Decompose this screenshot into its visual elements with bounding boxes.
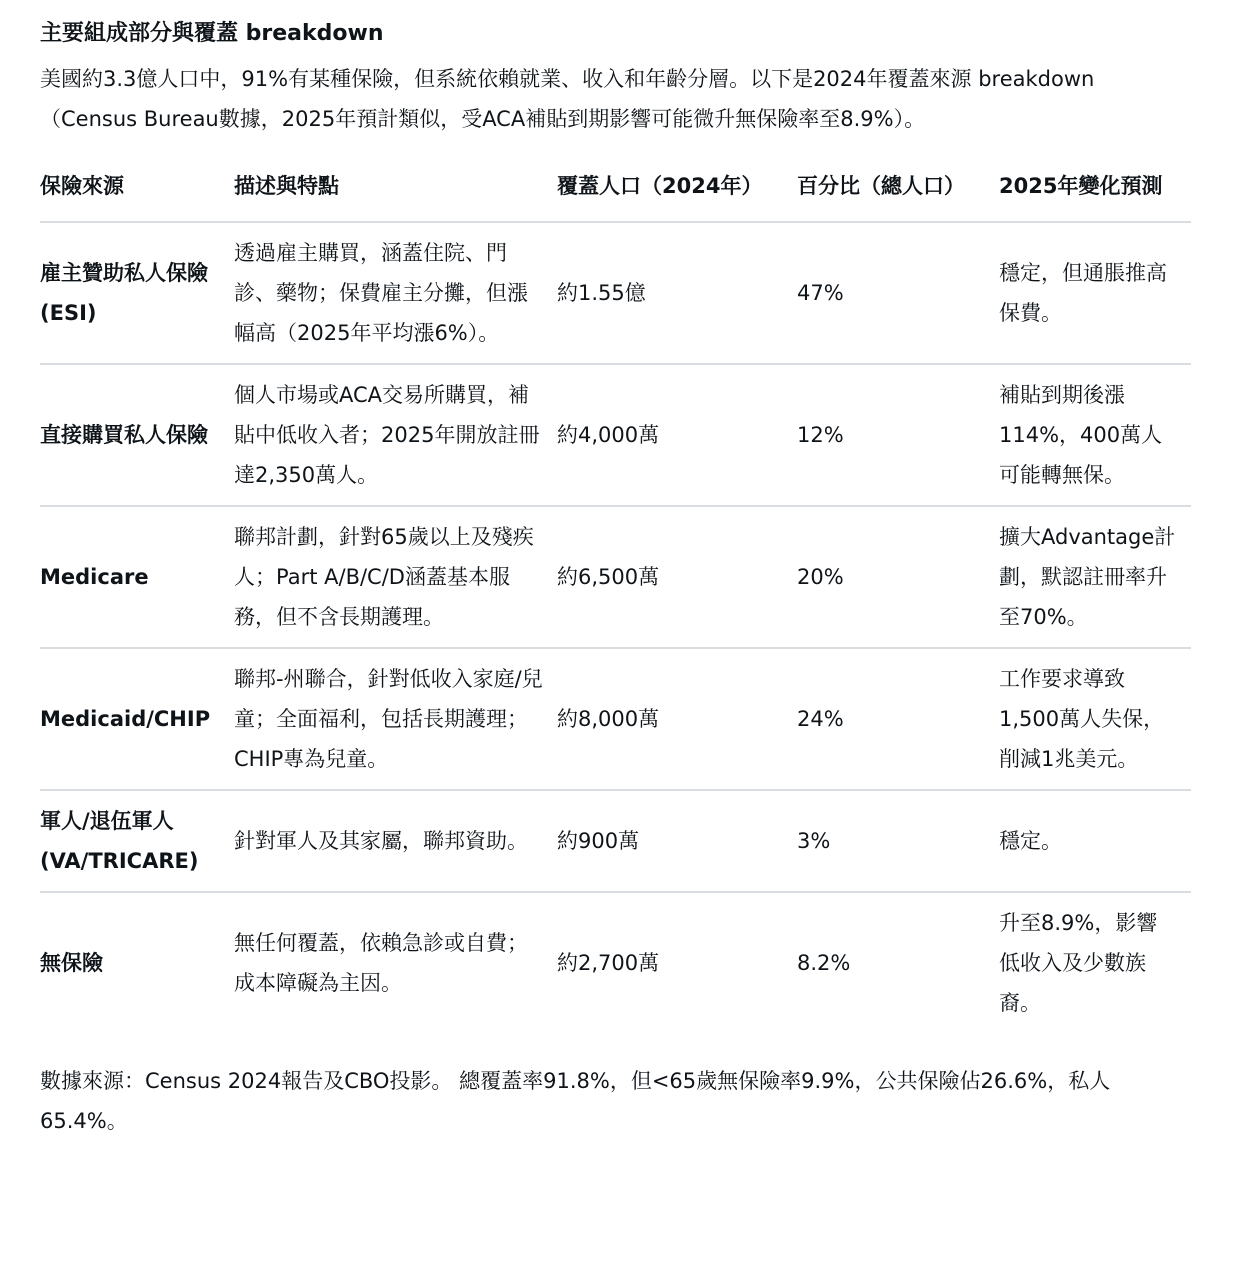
cell-source: 直接購買私人保險 [40, 423, 208, 447]
cell-change: 擴大Advantage計劃，默認註冊率升至70%。 [999, 525, 1176, 629]
cell-source: Medicare [40, 565, 149, 589]
cell-population: 約4,000萬 [557, 423, 660, 447]
cell-change: 升至8.9%，影響低收入及少數族裔。 [999, 911, 1158, 1015]
section-heading: 主要組成部分與覆蓋 breakdown [40, 21, 384, 46]
cell-percent: 8.2% [797, 951, 851, 975]
cell-percent: 3% [797, 829, 831, 853]
intro-paragraph: 美國約3.3億人口中，91%有某種保險，但系統依賴就業、收入和年齡分層。以下是2024年覆蓋來源 breakdown（Census Bureau數據，2025年預計類似，受ACA補貼到期影響可能微升無保險率至8.9%）。 [40, 67, 1095, 131]
header-description: 描述與特點 [234, 174, 339, 198]
cell-percent: 20% [797, 565, 844, 589]
cell-description: 個人市場或ACA交易所購買，補貼中低收入者；2025年開放註冊達2,350萬人。 [234, 383, 540, 487]
table-row [40, 364, 1191, 506]
cell-description: 聯邦-州聯合，針對低收入家庭/兒童；全面福利，包括長期護理；CHIP專為兒童。 [234, 667, 543, 771]
table-row [40, 222, 1191, 364]
cell-description: 透過雇主購買，涵蓋住院、門診、藥物；保費雇主分攤，但漲幅高（2025年平均漲6%）。 [234, 241, 528, 345]
cell-change: 穩定。 [999, 829, 1062, 853]
cell-source: Medicaid/CHIP [40, 707, 211, 731]
table-row [40, 648, 1191, 790]
source-footnote: 數據來源：Census 2024報告及CBO投影。 總覆蓋率91.8%，但<65歲無保險率9.9%，公共保險佔26.6%，私人65.4%。 [40, 1069, 1111, 1133]
cell-source: 無保險 [40, 951, 103, 975]
coverage-table [40, 149, 1191, 1033]
table-row [40, 892, 1191, 1033]
cell-population: 約8,000萬 [557, 707, 660, 731]
table-header-row [40, 149, 1191, 222]
cell-change: 工作要求導致1,500萬人失保，削減1兆美元。 [999, 667, 1165, 771]
header-percent: 百分比（總人口） [797, 174, 965, 198]
cell-percent: 47% [797, 281, 844, 305]
cell-change: 穩定，但通脹推高保費。 [999, 261, 1167, 325]
cell-change: 補貼到期後漲114%，400萬人可能轉無保。 [999, 383, 1163, 487]
cell-percent: 24% [797, 707, 844, 731]
cell-population: 約2,700萬 [557, 951, 660, 975]
cell-population: 約1.55億 [557, 281, 646, 305]
table-row [40, 506, 1191, 648]
header-source: 保險來源 [40, 174, 124, 198]
cell-percent: 12% [797, 423, 844, 447]
header-change: 2025年變化預測 [999, 174, 1163, 198]
cell-description: 聯邦計劃，針對65歲以上及殘疾人；Part A/B/C/D涵蓋基本服務，但不含長期護理。 [234, 525, 534, 629]
cell-source: 軍人/退伍軍人 (VA/TRICARE) [40, 809, 199, 873]
cell-population: 約6,500萬 [557, 565, 660, 589]
cell-source: 雇主贊助私人保險 (ESI) [40, 261, 208, 325]
cell-description: 針對軍人及其家屬，聯邦資助。 [234, 829, 528, 853]
header-population: 覆蓋人口（2024年） [557, 174, 763, 198]
cell-population: 約900萬 [557, 829, 640, 853]
cell-description: 無任何覆蓋，依賴急診或自費；成本障礙為主因。 [234, 931, 528, 995]
table-row [40, 790, 1191, 892]
